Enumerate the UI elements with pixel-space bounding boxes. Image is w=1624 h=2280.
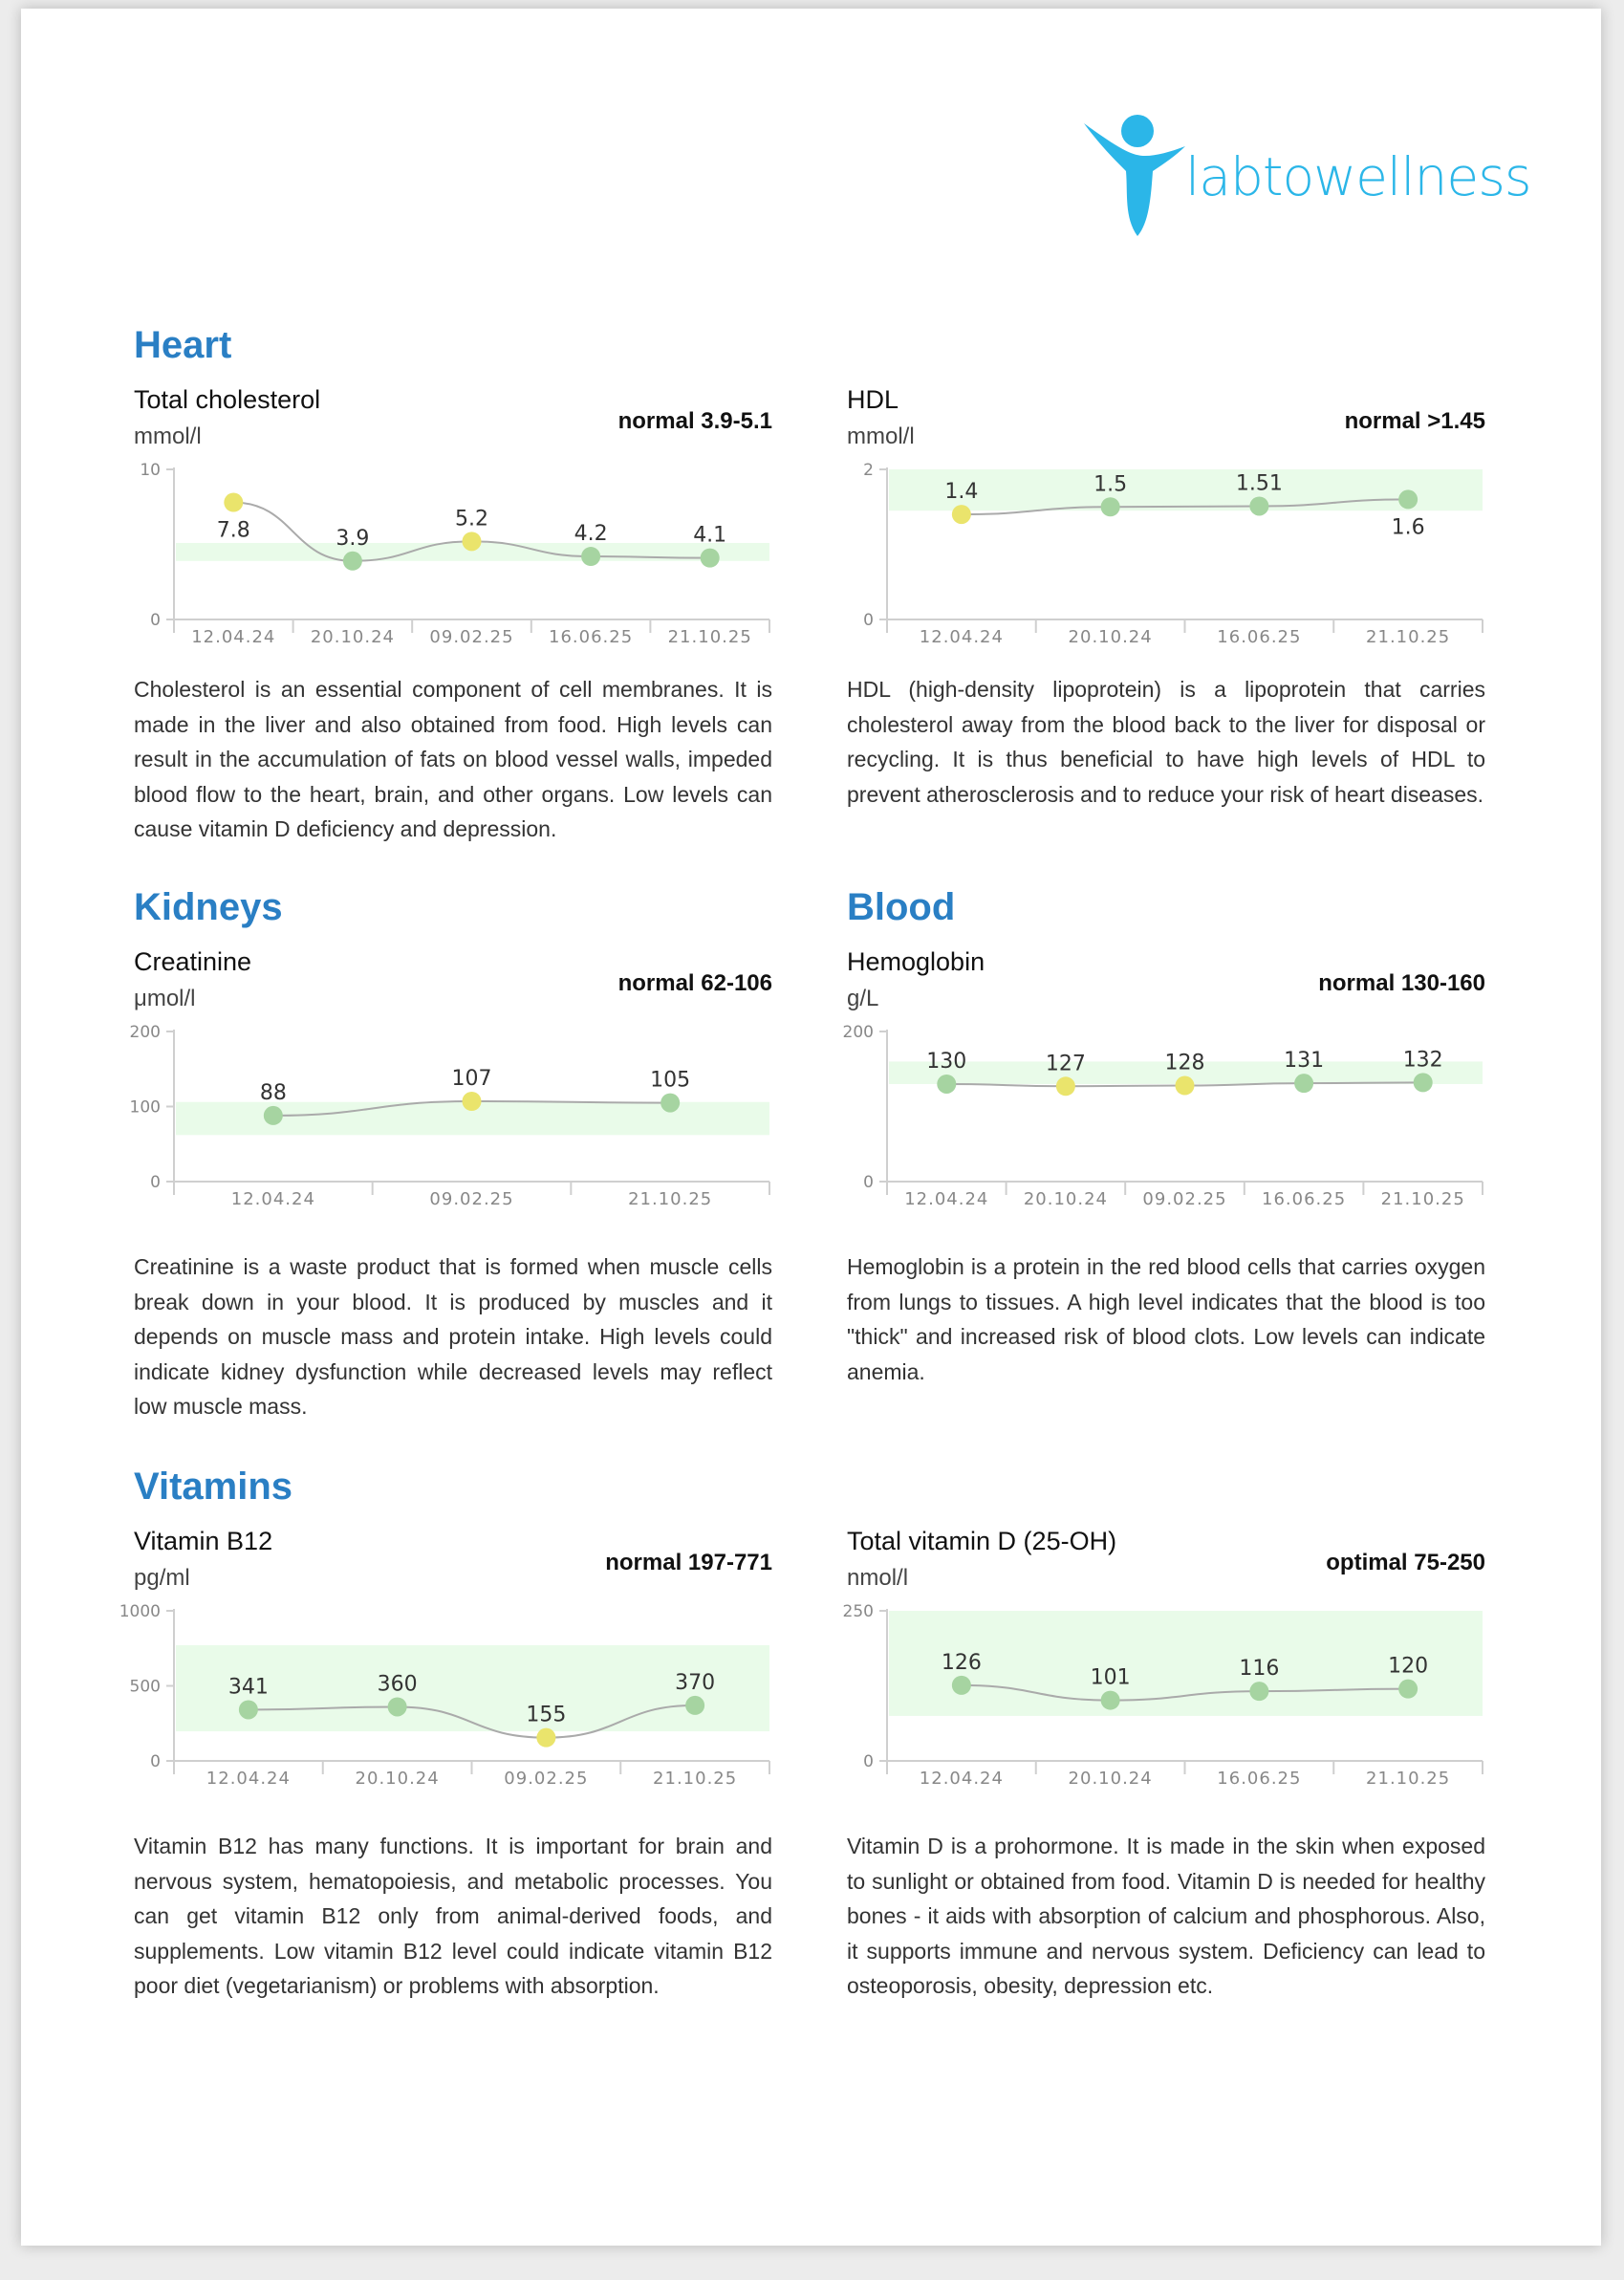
data-label: 132 [1402,1048,1443,1073]
chart-svg [134,452,772,653]
data-point [388,1697,407,1716]
metric-description: Vitamin D is a prohormone. It is made in the skin when exposed to sunlight or obtained from food. Vitamin D is needed for healthy bones - it aids with absorption of calcium and phosphorous. Also, it supports immune and nervous system. Deficiency can lead to osteoporosis, obesity, depression etc. [847,1834,1485,1998]
data-label: 120 [1388,1654,1429,1679]
data-label: 131 [1284,1049,1325,1074]
metric-norm-range: normal >1.45 [1344,408,1485,434]
data-label: 105 [650,1068,691,1093]
metric-unit: pg/ml [134,1565,190,1591]
metric-name: Total cholesterol [134,385,321,414]
data-label: 126 [941,1650,982,1675]
x-tick-label: 21.10.25 [1366,1769,1451,1789]
y-tick-label: 250 [842,1602,874,1621]
chart-svg [847,452,1485,653]
x-tick-label: 20.10.24 [1068,627,1153,647]
x-tick-label: 09.02.25 [1142,1189,1227,1209]
x-tick-label: 12.04.24 [206,1769,291,1789]
y-tick-label: 200 [129,1023,161,1042]
y-tick-label: 0 [150,1752,161,1771]
data-point [536,1728,555,1748]
data-point [239,1700,258,1719]
x-tick-label: 16.06.25 [1217,627,1302,647]
chart-svg [842,1594,1485,1794]
section-title-vitamins: Vitamins [134,1466,292,1508]
x-tick-label: 21.10.25 [1366,627,1451,647]
metric-description: HDL (high-density lipoprotein) is a lipoprotein that carries cholesterol away from the blood back to the liver for disposal or recycling. It is thus beneficial to have high levels of HDL to prevent atherosclerosis and to reduce your risk of heart diseases. [847,677,1485,807]
x-tick-label: 12.04.24 [230,1189,315,1209]
chart-svg [119,1594,772,1794]
x-tick-label: 21.10.25 [667,627,752,647]
metric-description: Hemoglobin is a protein in the red blood cells that carries oxygen from lungs to tissues. A high level indicates that the blood is too "thick" and increased risk of blood clots. Low levels can indicate anemia. [847,1254,1485,1384]
data-label: 1.4 [944,480,979,505]
data-label: 128 [1164,1051,1205,1075]
data-label: 116 [1239,1657,1280,1682]
brand-logo [1082,110,1531,239]
data-point [1249,496,1268,515]
metric-unit: mmol/l [847,423,915,449]
x-tick-label: 20.10.24 [310,627,395,647]
data-label: 101 [1090,1665,1131,1690]
x-tick-label: 20.10.24 [1068,1769,1153,1789]
data-point [1249,1682,1268,1701]
trend-chart [842,1594,1485,1794]
metric-norm-range: normal 62-106 [617,970,772,996]
data-label: 88 [259,1080,287,1105]
data-label: 370 [675,1670,716,1695]
x-tick-label: 21.10.25 [628,1189,713,1209]
data-label: 1.5 [1093,472,1128,497]
metric-name: HDL [847,385,899,414]
data-point [1101,497,1120,516]
data-point [1398,489,1418,509]
data-label: 1.51 [1235,471,1283,496]
y-tick-label: 500 [129,1677,161,1697]
data-point [343,552,362,571]
data-point [264,1106,283,1125]
data-label: 4.1 [693,523,727,548]
x-tick-label: 09.02.25 [429,627,514,647]
x-tick-label: 12.04.24 [904,1189,989,1209]
x-tick-label: 21.10.25 [1380,1189,1465,1209]
x-tick-label: 21.10.25 [653,1769,738,1789]
trend-chart [842,1014,1485,1215]
data-label: 7.8 [216,518,250,543]
data-label: 107 [451,1067,492,1092]
report-page [21,9,1601,2246]
data-point [1176,1076,1195,1096]
y-tick-label: 1000 [119,1602,161,1621]
x-tick-label: 16.06.25 [549,627,634,647]
data-label: 3.9 [336,526,370,551]
x-tick-label: 16.06.25 [1217,1769,1302,1789]
data-label: 5.2 [455,507,488,532]
data-point [1056,1076,1075,1096]
y-tick-label: 0 [150,611,161,630]
trend-chart [119,1594,772,1794]
data-label: 155 [526,1703,567,1727]
figure-logo-icon [1082,110,1187,239]
metric-name: Vitamin B12 [134,1527,273,1555]
metric-norm-range: normal 197-771 [605,1550,772,1575]
x-tick-label: 09.02.25 [504,1769,589,1789]
data-label: 4.2 [574,522,608,547]
metric-norm-range: normal 130-160 [1318,970,1485,996]
data-point [463,1092,482,1111]
data-point [685,1696,704,1715]
data-point [1398,1680,1418,1699]
data-point [224,493,243,512]
metric-unit: μmol/l [134,986,196,1011]
metric-unit: g/L [847,986,879,1011]
metric-unit: mmol/l [134,423,202,449]
metric-description: Vitamin B12 has many functions. It is important for brain and nervous system, hematopoiesis, and metabolic processes. You can get vitamin B12 only from animal-derived foods, and supplements. Low vitamin B12 level could indicate vitamin B12 poor diet (vegetarianism) or problems with absorption. [134,1834,772,1998]
data-point [937,1075,956,1094]
data-label: 130 [926,1049,967,1074]
brand-name: labtowellness [1185,146,1531,207]
y-tick-label: 2 [863,461,874,480]
data-point [463,532,482,551]
metric-norm-range: normal 3.9-5.1 [617,408,772,434]
section-title-heart: Heart [134,324,232,366]
data-point [581,547,600,566]
y-tick-label: 0 [863,1752,874,1771]
y-tick-label: 0 [150,1173,161,1192]
metric-norm-range: optimal 75-250 [1326,1550,1485,1575]
data-point [952,1676,971,1695]
metric-description: Cholesterol is an essential component of cell membranes. It is made in the liver and also obtained from food. High levels can result in the accumulation of fats on blood vessel walls, impeded blood flow to the heart, brain, and other organs. Low levels can cause vitamin D deficiency and depression. [134,677,772,841]
chart-svg [842,1014,1485,1215]
x-tick-label: 12.04.24 [919,627,1004,647]
chart-svg [129,1014,772,1215]
metric-name: Total vitamin D (25-OH) [847,1527,1117,1555]
data-label: 127 [1045,1052,1086,1076]
y-tick-label: 0 [863,611,874,630]
metric-description: Creatinine is a waste product that is formed when muscle cells break down in your blood. It is produced by muscles and it depends on muscle mass and protein intake. High levels could indicate kidney dysfunction while decreased levels may reflect low muscle mass. [134,1254,772,1419]
data-label: 360 [377,1672,418,1697]
data-point [1101,1691,1120,1710]
y-tick-label: 10 [140,461,161,480]
data-point [1294,1074,1313,1093]
metric-name: Hemoglobin [847,947,985,976]
y-tick-label: 200 [842,1023,874,1042]
trend-chart [847,452,1485,653]
data-point [952,505,971,524]
section-title-blood: Blood [847,886,956,928]
y-tick-label: 0 [863,1173,874,1192]
x-tick-label: 12.04.24 [191,627,276,647]
data-label: 341 [227,1675,269,1700]
y-tick-label: 100 [129,1097,161,1118]
trend-chart [129,1014,772,1215]
x-tick-label: 12.04.24 [919,1769,1004,1789]
x-tick-label: 20.10.24 [1023,1189,1108,1209]
section-title-kidneys: Kidneys [134,886,283,928]
trend-chart [134,452,772,653]
metric-unit: nmol/l [847,1565,909,1591]
x-tick-label: 09.02.25 [429,1189,514,1209]
data-point [660,1094,680,1113]
data-label: 1.6 [1391,515,1425,540]
x-tick-label: 20.10.24 [355,1769,440,1789]
metric-name: Creatinine [134,947,252,976]
data-point [1414,1073,1433,1092]
data-point [701,549,720,568]
x-tick-label: 16.06.25 [1262,1189,1347,1209]
